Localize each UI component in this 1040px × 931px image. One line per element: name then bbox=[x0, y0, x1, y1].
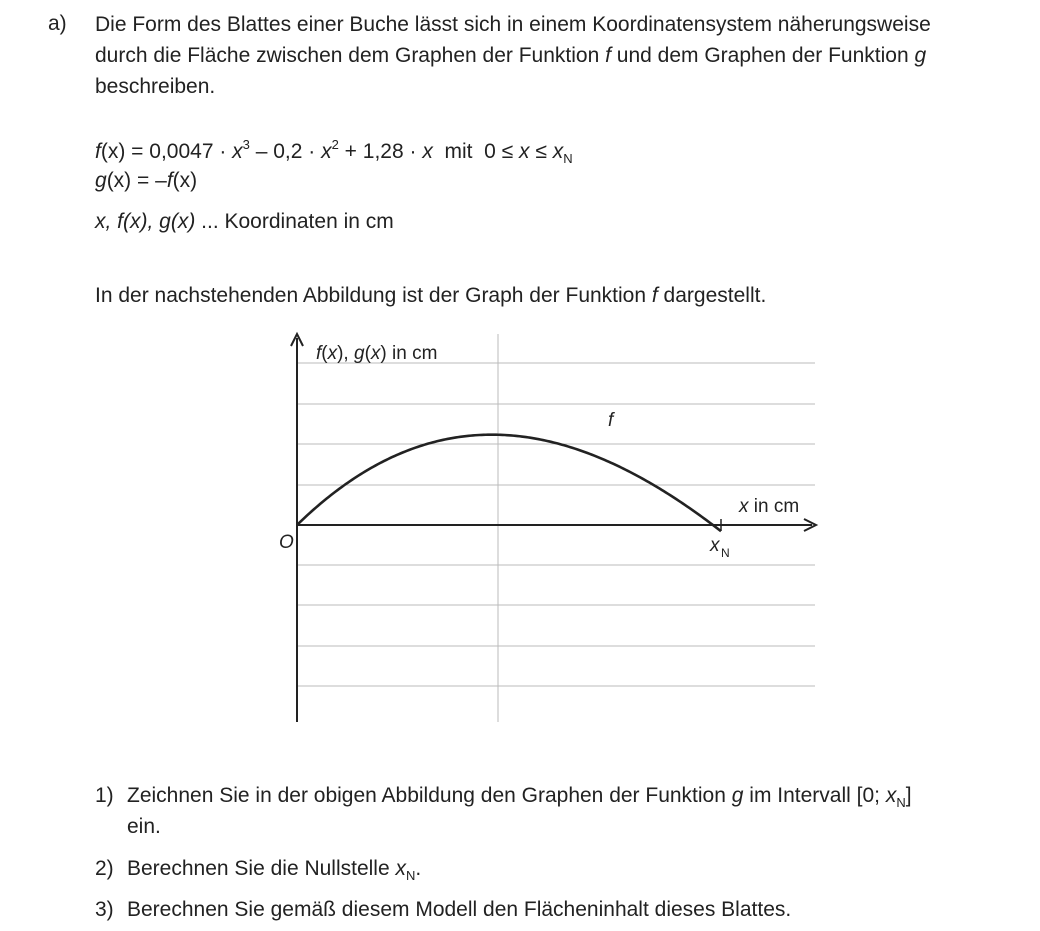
variable-definitions: x, f(x), g(x) ... Koordinaten in cm bbox=[95, 210, 394, 233]
task-1-line-2: ein. bbox=[127, 815, 161, 838]
task-2-text: Berechnen Sie die Nullstelle $x_N$. bbox=[127, 857, 422, 883]
intro-line-3: beschreiben. bbox=[95, 75, 216, 98]
intro-line-1: Die Form des Blattes einer Buche lässt sich in einem Koordinatensystem näherungsweise bbox=[95, 13, 931, 36]
y-axis-label: f(x), g(x) in cm bbox=[316, 343, 438, 364]
task-3-text: Berechnen Sie gemäß diesem Modell den Flächeninhalt dieses Blattes. bbox=[127, 898, 792, 921]
xn-label-sub: N bbox=[721, 546, 730, 560]
task-3 bbox=[95, 898, 792, 922]
formula-f: $f(x) = 0,0047 \cdot x^3 - 0,2 \cdot x^2 + 1,28 \cdot x$ mit $0 \le x \le x_N$ bbox=[95, 137, 573, 166]
task-3-number: 3) bbox=[95, 898, 114, 921]
x-axis-label: x in cm bbox=[739, 496, 800, 517]
formula-g: g(x) = –f(x) bbox=[95, 169, 198, 192]
part-label: a) bbox=[48, 12, 67, 35]
curve-f bbox=[297, 435, 721, 532]
figure-intro: In der nachstehenden Abbildung ist der Graph der Funktion f dargestellt. bbox=[95, 284, 767, 307]
task-2 bbox=[95, 857, 422, 883]
task-2-number: 2) bbox=[95, 857, 114, 880]
task-1-text: Zeichnen Sie in der obigen Abbildung den Graphen der Funktion g im Intervall [0; $x_N$] bbox=[127, 784, 912, 810]
xn-label: x bbox=[710, 535, 720, 556]
intro-line-2: durch die Fläche zwischen dem Graphen der Funktion f und dem Graphen der Funktion g bbox=[95, 44, 927, 67]
curve-f-label: f bbox=[608, 410, 614, 431]
origin-label: O bbox=[279, 532, 294, 553]
task-1-number: 1) bbox=[95, 784, 114, 807]
task-1 bbox=[95, 784, 912, 810]
grid bbox=[297, 334, 815, 722]
